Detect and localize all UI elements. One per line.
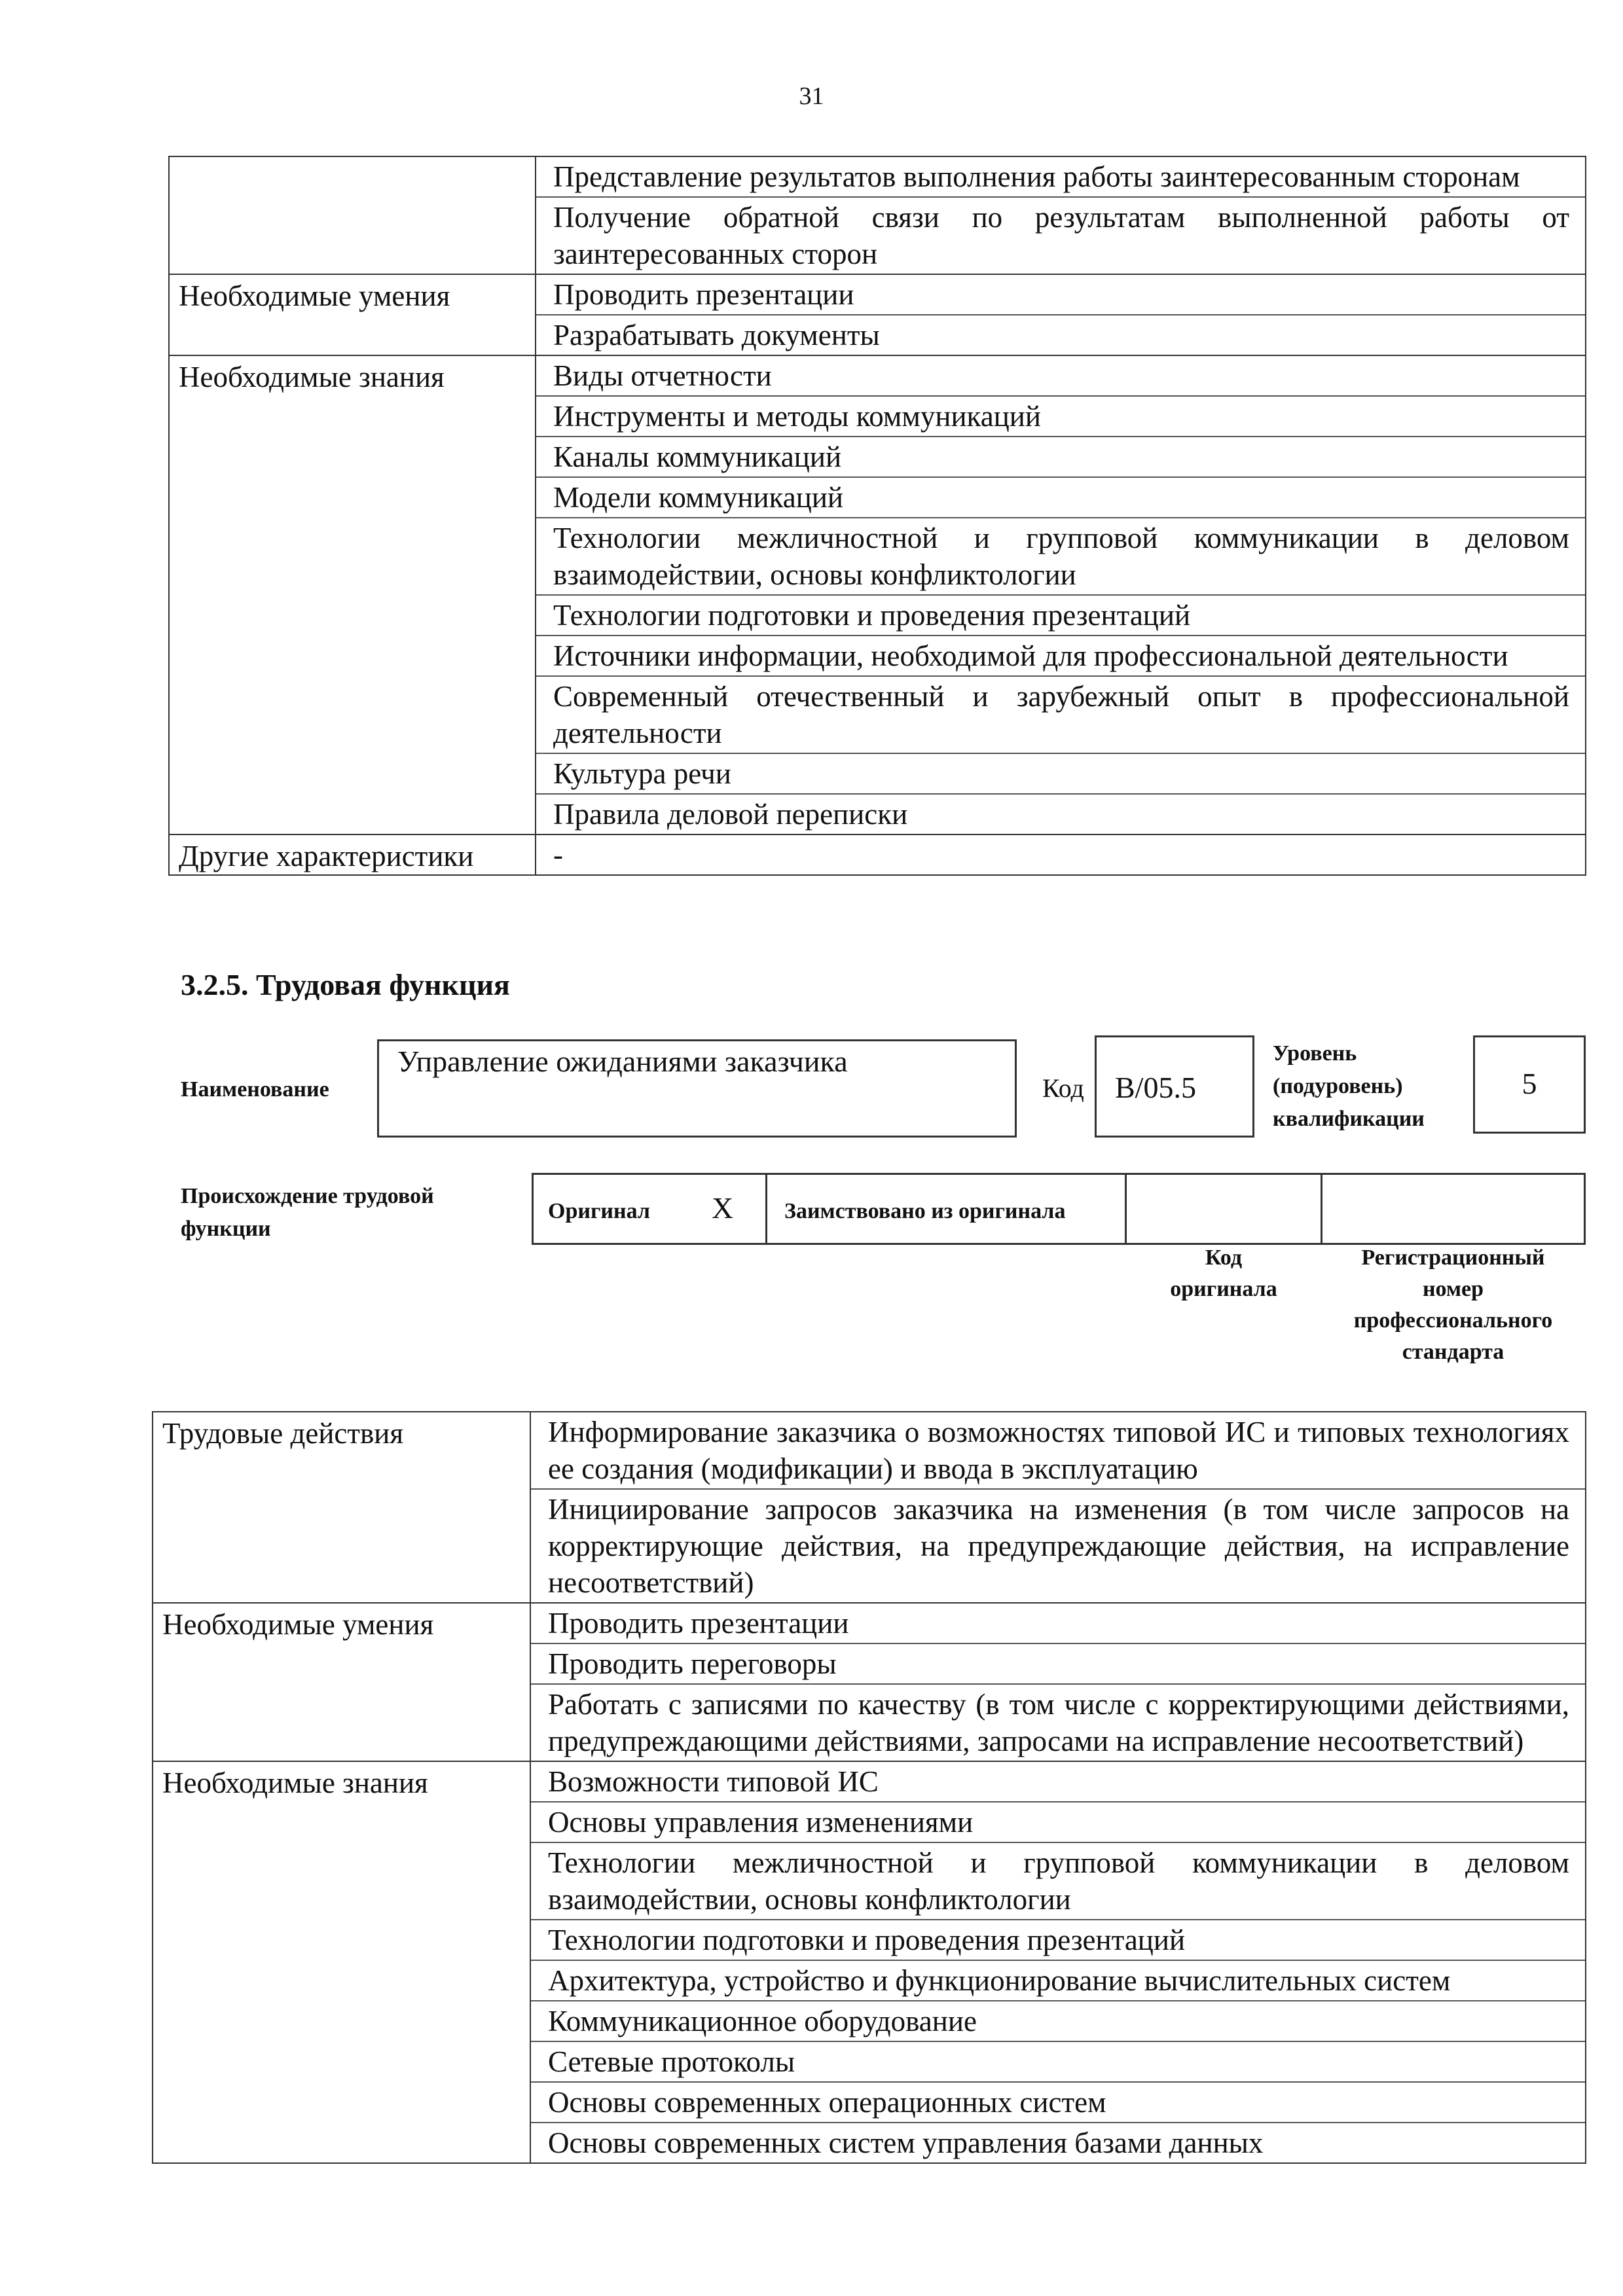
section-heading: 3.2.5. Трудовая функция (181, 968, 510, 1001)
origin-code-cell (1125, 1173, 1322, 1245)
list-item: Разрабатывать документы (553, 319, 880, 351)
level-label-1: Уровень (1273, 1041, 1357, 1066)
origin-label-2: функции (181, 1217, 271, 1241)
list-item: Основы современных операционных систем (531, 2083, 1585, 2123)
row-items (536, 274, 1586, 355)
origin-original-cell (532, 1173, 767, 1245)
function-name: Управление ожиданиями заказчика (397, 1045, 848, 1078)
code-caption-2: оригинала (1170, 1277, 1277, 1301)
borrowed-label: Заимствовано из оригинала (784, 1199, 1066, 1223)
list-item: Возможности типовой ИС (531, 1762, 1585, 1803)
origin-label-1: Происхождение трудовой (181, 1184, 434, 1208)
list-item: Инструменты и методы коммуникаций (536, 397, 1585, 437)
level-label-3: квалификации (1273, 1107, 1425, 1131)
reg-caption-4: стандарта (1402, 1340, 1504, 1364)
row-label: Необходимые умения (153, 1603, 530, 1761)
original-label: Оригинал (548, 1199, 650, 1223)
table-row (153, 1761, 1586, 2163)
reg-caption-2: номер (1422, 1277, 1484, 1301)
table-row (169, 834, 1586, 875)
list-item: Технологии подготовки и проведения презентаций (536, 596, 1585, 636)
table-row (169, 274, 1586, 355)
name-label: Наименование (181, 1077, 329, 1102)
level-value-box (1473, 1035, 1586, 1134)
list-item: Информирование заказчика о возможностях типовой ИС и типовых технологиях ее создания (модификации) и ввода в эксплуатацию (531, 1412, 1585, 1490)
code-value-box (1095, 1035, 1254, 1138)
code-label: Код (1042, 1073, 1084, 1103)
list-item: Современный отечественный и зарубежный опыт в профессиональной деятельности (536, 677, 1585, 754)
level-label-2: (подуровень) (1273, 1074, 1403, 1098)
list-item: Каналы коммуникаций (536, 437, 1585, 478)
origin-reg-cell (1321, 1173, 1586, 1245)
list-item: Инициирование запросов заказчика на изменения (в том числе запросов на корректирующие действия, на предупреждающие действия, на исправление несоответствий) (548, 1493, 1569, 1599)
list-item: Источники информации, необходимой для профессиональной деятельности (536, 636, 1585, 677)
list-item: Технологии подготовки и проведения презентаций (531, 1920, 1585, 1961)
row-items (530, 1412, 1586, 1603)
row-label: Необходимые умения (169, 274, 536, 355)
reg-caption-1: Регистрационный (1361, 1246, 1545, 1270)
row-label (169, 156, 536, 274)
table-row (153, 1412, 1586, 1603)
level-value: 5 (1522, 1067, 1537, 1100)
function-code: B/05.5 (1115, 1071, 1196, 1104)
list-item: Проводить переговоры (531, 1644, 1585, 1685)
list-item: Представление результатов выполнения работы заинтересованным сторонам (536, 157, 1585, 198)
row-items (530, 1761, 1586, 2163)
row-label: Необходимые знания (169, 355, 536, 834)
list-item: Технологии межличностной и групповой коммуникации в деловом взаимодействии, основы конфликтологии (536, 518, 1585, 596)
list-item: Получение обратной связи по результатам выполненной работы от заинтересованных сторон (553, 201, 1569, 270)
list-item: Проводить презентации (536, 275, 1585, 315)
table-row (153, 1603, 1586, 1761)
table-row (169, 355, 1586, 834)
list-item: - (553, 838, 563, 871)
row-items (536, 156, 1586, 274)
code-caption-1: Код (1205, 1246, 1243, 1270)
row-items (536, 834, 1586, 875)
list-item: Работать с записями по качеству (в том числе с корректирующими действиями, предупреждающими действиями, запросами на исправление несоответствий) (548, 1688, 1569, 1757)
list-item: Сетевые протоколы (531, 2042, 1585, 2083)
list-item: Основы современных систем управления базами данных (548, 2126, 1264, 2159)
table-row (169, 156, 1586, 274)
row-items (536, 355, 1586, 834)
page-number: 31 (799, 82, 824, 110)
reg-caption-3: профессионального (1353, 1308, 1553, 1333)
list-item: Правила деловой переписки (553, 798, 908, 831)
row-label: Трудовые действия (153, 1412, 530, 1603)
function-details-table (152, 1411, 1586, 2164)
name-value-box (377, 1039, 1017, 1138)
origin-borrowed-cell (765, 1173, 1127, 1245)
competency-table-continued (168, 156, 1586, 876)
list-item: Модели коммуникаций (536, 478, 1585, 518)
row-label: Необходимые знания (153, 1761, 530, 2163)
list-item: Основы управления изменениями (531, 1803, 1585, 1843)
row-label: Другие характеристики (169, 834, 536, 875)
list-item: Коммуникационное оборудование (531, 2001, 1585, 2042)
list-item: Проводить презентации (531, 1604, 1585, 1644)
row-items (530, 1603, 1586, 1761)
list-item: Архитектура, устройство и функционирование вычислительных систем (531, 1961, 1585, 2001)
list-item: Виды отчетности (536, 356, 1585, 397)
list-item: Технологии межличностной и групповой коммуникации в деловом взаимодействии, основы конфликтологии (531, 1843, 1585, 1920)
list-item: Культура речи (536, 754, 1585, 795)
original-mark: X (712, 1191, 734, 1225)
